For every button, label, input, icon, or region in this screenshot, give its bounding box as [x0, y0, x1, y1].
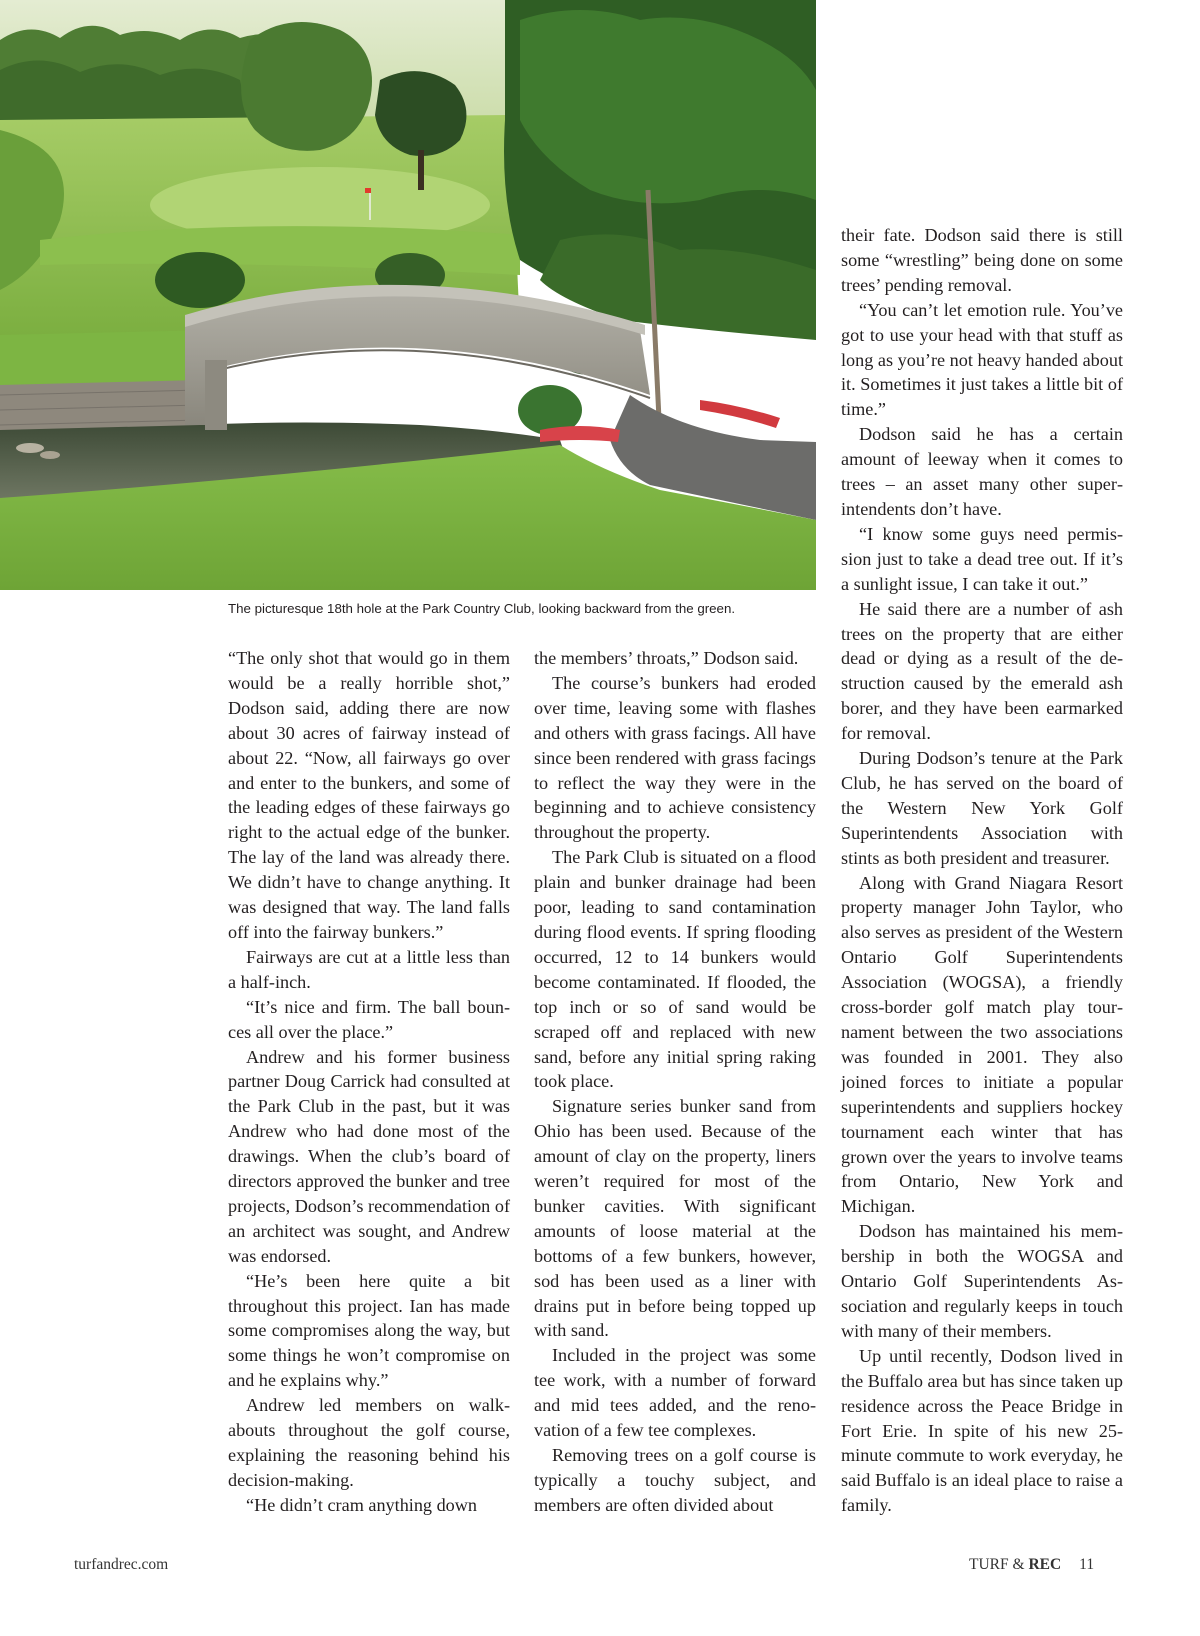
text-column-1: [228, 646, 510, 1518]
paragraph: He said there are a number of ash trees on the property that are either dead or dying as a result of the destruction caused by the emerald ash borer, and they have been earmarked for removal.: [841, 598, 1123, 744]
paragraph: Along with Grand Niagara Resort property manager John Taylor, who also serves as president of the Western Ontario Golf Superintendents Association (WOGSA), a friendly cross-border golf match play tournament between the two associations was founded in 2001. They also joined forces to initiate a popular superintendents and suppliers hockey tournament each winter that has grown over the years to involve teams from Ontario, New York and Michigan.: [841, 872, 1123, 1217]
paragraph: Up until recently, Dodson lived in the Buffalo area but has since taken up residence across the Peace Bridge in Fort Erie. In spite of his new 25-minute commute to work everyday, he said Buffalo is an ideal place to raise a family.: [841, 1345, 1123, 1516]
paragraph: “He’s been here quite a bit throughout this project. Ian has made some compromises along the way, but some things he won’t compromise on and he explains why.”: [228, 1270, 510, 1391]
golf-course-photo: [0, 0, 816, 590]
paragraph: Dodson has maintained his membership in both the WOGSA and Ontario Golf Superintendents Association and regularly keeps in touch with many of their members.: [841, 1221, 1123, 1341]
page-number: 11: [1079, 1556, 1095, 1573]
paragraph: The Park Club is situated on a flood plain and bunker drainage had been poor, leading to sand contamination during flood events. If spring flooding occurred, 12 to 14 bunkers would become contaminated. If flooded, the top inch or so of sand would be scraped off and replaced with new sand, before any initial spring raking took place.: [534, 847, 816, 1092]
paragraph: Fairways are cut at a little less than a half-inch.: [228, 946, 510, 992]
paragraph: the members’ throats,” Dodson said.: [534, 648, 799, 668]
text-column-2: [534, 646, 816, 1518]
paragraph: Dodson said he has a certain amount of leeway when it comes to trees – an asset many other superintendents don’t have.: [841, 424, 1123, 519]
text-column-3: [841, 223, 1123, 1518]
paragraph: “I know some guys need permission just to take a dead tree out. If it’s a sunlight issue, I can take it out.”: [841, 523, 1123, 594]
paragraph: their fate. Dodson said there is still some “wrestling” being done on some trees’ pending removal.: [841, 225, 1123, 295]
paragraph: “The only shot that would go in them would be a really horrible shot,” Dodson said, adding there are now about 30 acres of fairway instead of about 22. “Now, all fairways go over and enter to the bunkers, and some of the leading edges of these fairways go right to the actual edge of the bunker. The lay of the land was already there. We didn’t have to change anything. It was designed that way. The land falls off into the fairway bunkers.”: [228, 648, 510, 942]
paragraph: Andrew led members on walkabouts throughout the golf course, explaining the reasoning behind his decision-making.: [228, 1395, 510, 1490]
paragraph: During Dodson’s tenure at the Park Club, he has served on the board of the Western New York Golf Superintendents Association with stints as both president and treasurer.: [841, 748, 1123, 868]
footer-website: turfandrec.com: [74, 1556, 169, 1573]
paragraph: Signature series bunker sand from Ohio has been used. Because of the amount of clay on the property, liners weren’t required for most of the bunker cavities. With significant amounts of loose material at the bottoms of a few bunkers, however, sod has been used as a liner with drains put in before being topped up with sand.: [534, 1096, 816, 1341]
paragraph: Included in the project was some tee work, with a number of forward and mid tees added, and the renovation of a few tee complexes.: [534, 1345, 816, 1441]
magazine-name-turf: TURF &: [969, 1556, 1029, 1573]
footer-magazine: [969, 1556, 1094, 1574]
photo-caption: The picturesque 18th hole at the Park Country Club, looking backward from the green.: [228, 601, 736, 616]
paragraph: “It’s nice and firm. The ball bounces all over the place.”: [228, 996, 510, 1042]
paragraph: The course’s bunkers had eroded over time, leaving some with flashes and others with grass facings. All have since been rendered with grass facings to reflect the way they were in the beginning and to achieve consistency throughout the property.: [534, 672, 816, 843]
paragraph: Removing trees on a golf course is typically a touchy subject, and members are often divided about: [534, 1445, 816, 1515]
magazine-name-rec: REC: [1028, 1556, 1062, 1573]
paragraph: “He didn’t cram anything down: [246, 1494, 477, 1515]
paragraph: Andrew and his former business partner Doug Carrick had consulted at the Park Club in the past, but it was Andrew who had done most of the drawings. When the club’s board of directors approved the bunker and tree projects, Dodson’s recommendation of an architect was sought, and Andrew was endorsed.: [228, 1046, 510, 1266]
left-bank: [0, 330, 210, 438]
paragraph: “You can’t let emotion rule. You’ve got to use your head with that stuff as long as you’re not heavy handed about it. Sometimes it just takes a little bit of time.”: [841, 299, 1123, 420]
